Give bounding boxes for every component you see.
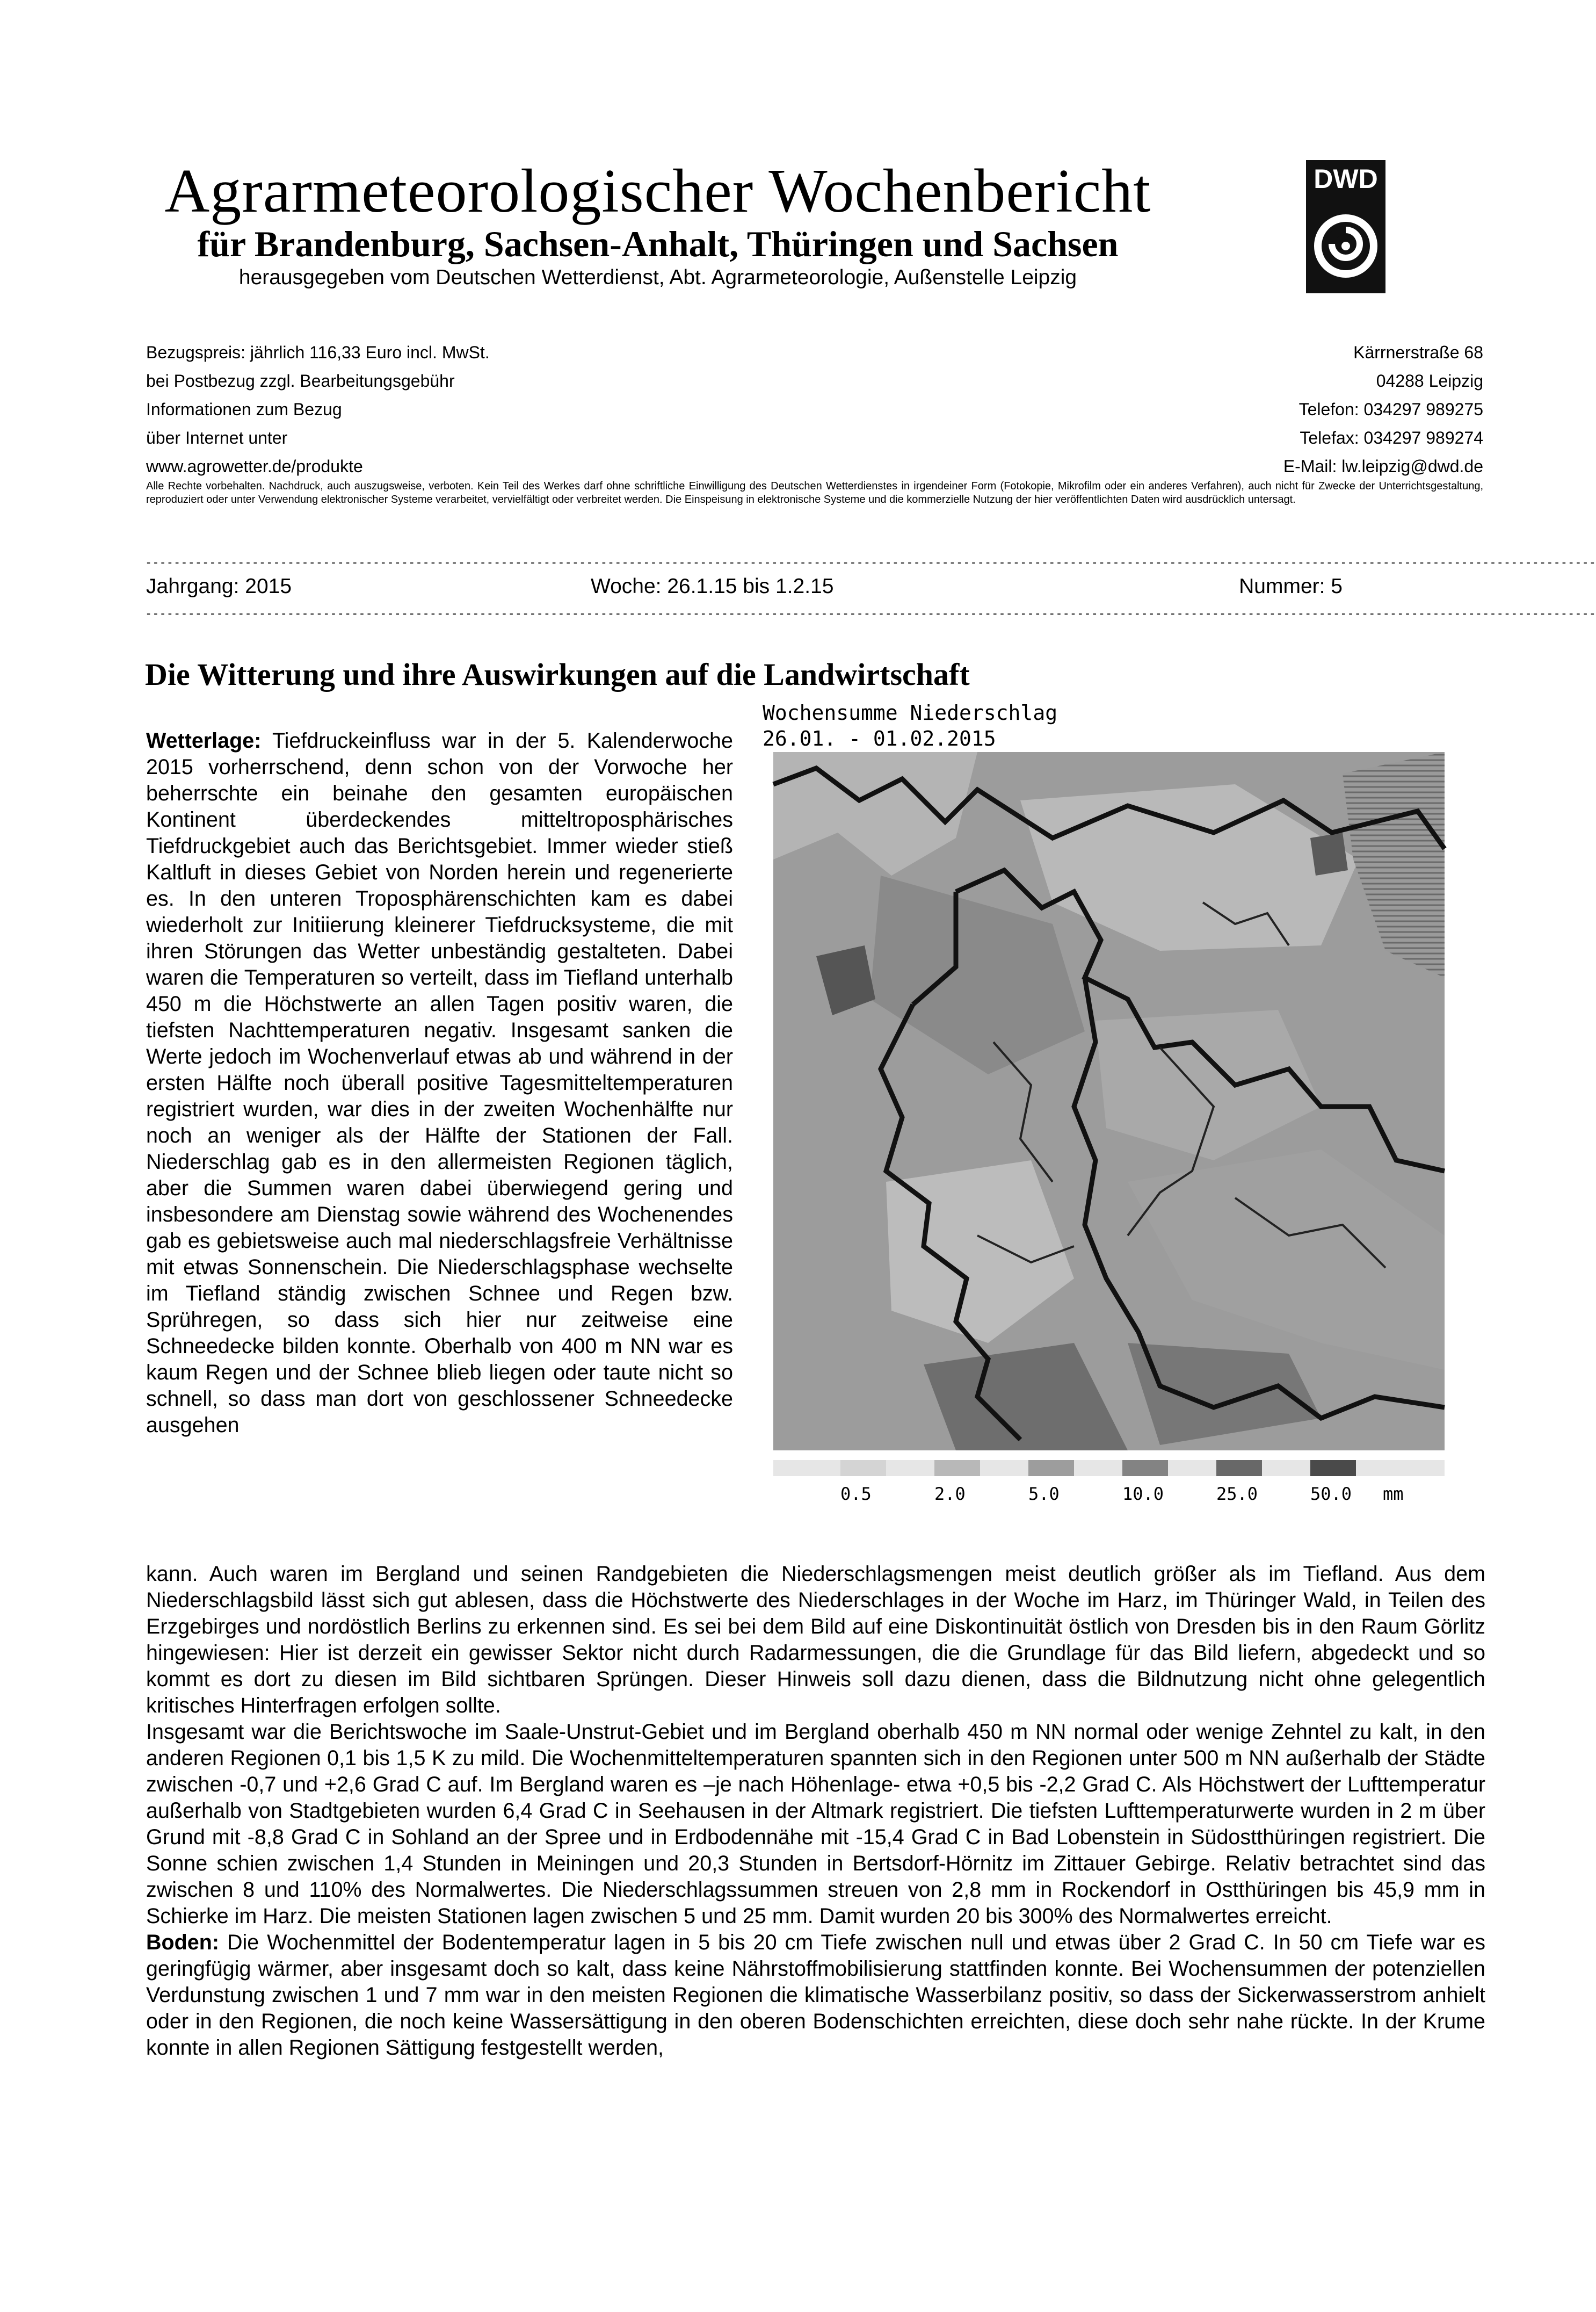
- issue-woche: Woche: 26.1.15 bis 1.2.15: [591, 575, 834, 598]
- legend-label: 10.0: [1122, 1484, 1164, 1504]
- precipitation-map: [752, 698, 1482, 1536]
- issue-line: [146, 575, 1343, 607]
- issue-jahrgang: Jahrgang: 2015: [146, 575, 292, 598]
- boden-label: Boden:: [146, 1931, 220, 1954]
- map-title-1: Wochensumme Niederschlag: [763, 701, 1058, 725]
- wetterlage-paragraph: [146, 728, 733, 1439]
- temperature-paragraph: Insgesamt war die Berichtswoche im Saale-Unstrut-Gebiet und im Bergland oberhalb 450 m NN normal oder wenige Zehntel zu kalt, in den anderen Regionen 0,1 bis 1,5 K zu mild. Die Wochenmitteltemperaturen spannten sich in den Regionen unter 500 m NN außerhalb der Städte zwischen -0,7 und +2,6 Grad C auf. Im Bergland waren es –je nach Höhenlage- etwa +0,5 bis -2,2 Grad C. Als Höchstwert der Lufttemperatur außerhalb von Stadtgebieten wurden 6,4 Grad C in Seehausen in der Altmark registriert. Die tiefsten Lufttemperaturwerte wurden in 2 m über Grund mit -8,8 Grad C in Sohland an der Spree und in Erdbodennähe mit -15,4 Grad C in Bad Lobenstein in Südostthüringen registriert. Die Sonne schien zwischen 1,4 Stunden in Meiningen und 20,3 Stunden in Bertsdorf-Hörnitz im Zittauer Gebirge. Relativ betrachtet sind das zwischen 8 und 110% des Normalwertes. Die Niederschlagssummen streuen von 2,8 mm in Rockendorf in Ostthüringen bis 45,9 mm in Schierke im Harz. Die meisten Stationen lagen zwischen 5 und 25 mm. Damit wurden 20 bis 300% des Normalwertes erreicht.: [146, 1720, 1485, 1928]
- map-legend: [773, 1460, 1445, 1504]
- contact-line: Telefon: 034297 989275: [1298, 400, 1483, 419]
- contact-line: Kärrnerstraße 68: [1353, 343, 1483, 362]
- contact-line: Telefax: 034297 989274: [1300, 428, 1483, 447]
- legend-swatch: [1122, 1460, 1168, 1476]
- dwd-logo: [1306, 160, 1385, 293]
- wetterlage-continued: kann. Auch waren im Bergland und seinen Randgebieten die Niederschlagsmengen meist deutlich größer als im Tiefland. Aus dem Niederschlagsbild lässt sich gut ablesen, dass die Höchstwerte des Niederschlages in der Woche im Harz, im Thüringer Wald, in Teilen des Erzgebirges und nordöstlich Berlins zu erkennen sind. Es sei bei dem Bild auf eine Diskontinuität östlich von Dresden bis in den Raum Görlitz hingewiesen: Hier ist derzeit ein gewisser Sektor nicht durch Radarmessungen, die die Grundlage für das Bild liefern, abgedeckt und so kommt es dort zu diesen im Bild sichtbaren Sprüngen. Dieser Hinweis soll dazu dienen, dass die Bildnutzung nicht ohne gelegentlich kritisches Hinterfragen erfolgen sollte.: [146, 1562, 1485, 1717]
- legend-label: 50.0: [1310, 1484, 1352, 1504]
- info-line: Bezugspreis: jährlich 116,33 Euro incl. MwSt.: [146, 343, 490, 362]
- legend-unit: mm: [1383, 1484, 1404, 1504]
- info-line: über Internet unter: [146, 428, 288, 447]
- legend-label: 2.0: [934, 1484, 966, 1504]
- report-title: Agrarmeteorologischer Wochenbericht: [164, 157, 1151, 226]
- contact-info: [1283, 338, 1483, 481]
- info-line: Informationen zum Bezug: [146, 400, 342, 419]
- boden-paragraph: [146, 1930, 1485, 2061]
- legend-label: 5.0: [1028, 1484, 1060, 1504]
- wetterlage-label: Wetterlage:: [146, 729, 262, 753]
- legend-label: 0.5: [840, 1484, 872, 1504]
- info-link[interactable]: www.agrowetter.de/produkte: [146, 457, 363, 476]
- rights-notice: Alle Rechte vorbehalten. Nachdruck, auch auszugsweise, verboten. Kein Teil des Werkes darf ohne schriftliche Einwilligung des Deutschen Wetterdienstes in irgendeiner Form (Fotokopie, Mikrofilm oder ein anderes Verfahren), auch nicht für Zwecke der Unterrichtsgestaltung, reproduziert oder unter Verwendung elektronischer Systeme verarbeitet, vervielfältigt oder verbreitet werden. Die Einspeisung in elektronische Systeme und die kommerzielle Nutzung der hier veröffentlichten Daten wird ausdrücklich untersagt.: [146, 480, 1483, 505]
- divider-top: ------------------------------------------------------------------------------------------------------------------------------------------------------------------------------------------------------------: [145, 556, 1596, 569]
- report-subtitle: für Brandenburg, Sachsen-Anhalt, Thüringen und Sachsen: [197, 223, 1119, 264]
- body-continued: [146, 1561, 1485, 2061]
- map-title-2: 26.01. - 01.02.2015: [763, 727, 996, 750]
- contact-line: 04288 Leipzig: [1376, 371, 1483, 391]
- legend-swatch: [934, 1460, 980, 1476]
- info-line: bei Postbezug zzgl. Bearbeitungsgebühr: [146, 371, 455, 391]
- legend-swatch: [1216, 1460, 1262, 1476]
- issue-nummer: Nummer: 5: [1239, 575, 1343, 598]
- section-title: Die Witterung und ihre Auswirkungen auf die Landwirtschaft: [145, 657, 970, 692]
- divider-bottom: ------------------------------------------------------------------------------------------------------------------------------------------------------------------------------------------------------------: [145, 607, 1596, 620]
- subscription-info: [146, 338, 490, 481]
- dwd-logo-text: DWD: [1314, 164, 1378, 194]
- wetterlage-text: Tiefdruckeinfluss war in der 5. Kalenderwoche 2015 vorherrschend, denn schon von der Vorwoche her beherrschte ein beinahe den gesamten europäischen Kontinent überdeckendes mitteltroposphärisches Tiefdruckgebiet auch das Berichtsgebiet. Immer wieder stieß Kaltluft in dieses Gebiet von Norden herein und regenerierte es. In den unteren Troposphärenschichten kam es dabei wiederholt zur Initiierung kleinerer Tiefdrucksysteme, die mit ihren Störungen das Wetter unbeständig gestalteten. Dabei waren die Temperaturen so verteilt, dass im Tiefland unterhalb 450 m die Höchstwerte an allen Tagen positiv waren, die tiefsten Nachttemperaturen negativ. Insgesamt sanken die Werte jedoch im Wochenverlauf etwas ab und während in der ersten Hälfte noch überall positive Tagesmitteltemperaturen registriert wurden, war dies in der zweiten Wochenhälfte nur noch an weniger als der Hälfte der Stationen der Fall. Niederschlag gab es in den allermeisten Regionen täglich, aber die Summen waren dabei überwiegend gering und insbesondere am Dienstag sowie während des Wochenendes gab es gebietsweise auch mal niederschlagsfreie Verhältnisse mit etwas Sonnenschein. Die Niederschlagsphase wechselte im Tiefland ständig zwischen Schnee und Regen bzw. Sprühregen, so dass sich hier nur zeitweise eine Schneedecke bilden konnte. Oberhalb von 400 m NN war es kaum Regen und der Schnee blieb liegen oder taute nicht so schnell, so dass man dort von geschlossener Schneedecke ausgehen: [146, 729, 733, 1437]
- legend-swatch: [840, 1460, 886, 1476]
- legend-swatch: [1028, 1460, 1074, 1476]
- legend-swatch: [1310, 1460, 1356, 1476]
- legend-label: 25.0: [1216, 1484, 1258, 1504]
- publisher-line: herausgegeben vom Deutschen Wetterdienst, Abt. Agrarmeteorologie, Außenstelle Leipzig: [238, 266, 1077, 289]
- contact-email[interactable]: E-Mail: lw.leipzig@dwd.de: [1283, 457, 1483, 476]
- boden-text: Die Wochenmittel der Bodentemperatur lagen in 5 bis 20 cm Tiefe zwischen null und etwas über 2 Grad C. In 50 cm Tiefe war es geringfügig wärmer, aber insgesamt doch so kalt, dass keine Nährstoffmobilisierung stattfinden konnte. Bei Wochensummen der potenziellen Verdunstung zwischen 1 und 7 mm war in den meisten Regionen die klimatische Wasserbilanz positiv, so dass der Sickerwasserstrom anhielt oder in den Regionen, die noch keine Wassersättigung in den oberen Bodenschichten erreichten, diese doch sehr nahe rückte. In der Krume konnte in allen Regionen Sättigung festgestellt werden,: [146, 1931, 1485, 2060]
- spiral-icon: [1306, 160, 1385, 293]
